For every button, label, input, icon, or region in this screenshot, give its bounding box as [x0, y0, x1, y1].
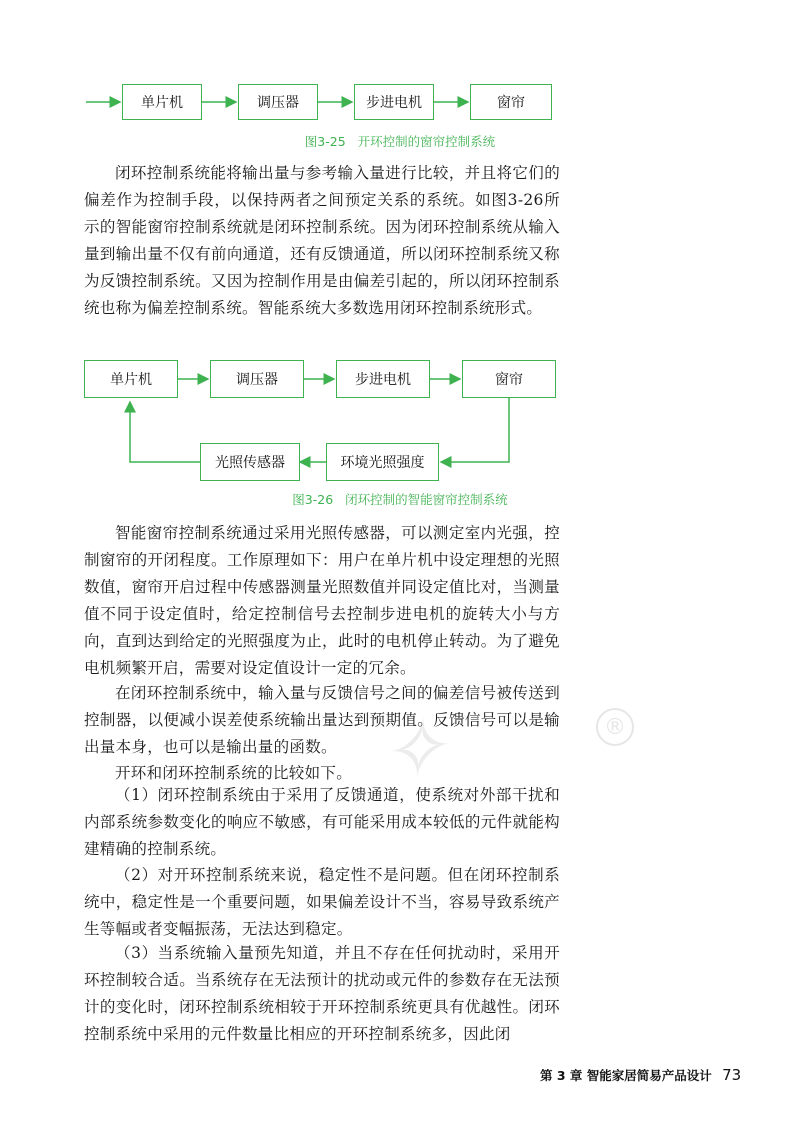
- block-voltage-regulator: 调压器: [238, 84, 318, 120]
- paragraph-2: 智能窗帘控制系统通过采用光照传感器，可以测定室内光强，控制窗帘的开闭程度。工作原理如下：用户在单片机中设定理想的光照数值，窗帘开启过程中传感器测量光照数值并同设定值比对，当测量值不同于设定值时，给定控制信号去控制步进电机的旋转大小与方向，直到达到给定的光照强度为止，此时的电机停止转动。为了避免电机频繁开启，需要对设定值设计一定的冗余。: [84, 524, 560, 677]
- footer-title: 智能家居简易产品设计: [586, 1068, 712, 1083]
- paragraph-1: 闭环控制系统能将输出量与参考输入量进行比较，并且将它们的偏差作为控制手段，以保持两者之间预定关系的系统。如图3-26所示的智能窗帘控制系统就是闭环控制系统。因为闭环控制系统从输入量到输出量不仅有前向通道，还有反馈通道，所以闭环控制系统又称为反馈控制系统。又因为控制作用是由偏差引起的，所以闭环控制系统也称为偏差控制系统。智能系统大多数选用闭环控制系统形式。: [84, 164, 560, 317]
- block-mcu-2: 单片机: [84, 360, 178, 398]
- caption-number: 图3-25: [304, 134, 346, 149]
- paragraph-3: 在闭环控制系统中，输入量与反馈信号之间的偏差信号被传送到控制器，以便减小误差使系统输出量达到预期值。反馈信号可以是输出量本身，也可以是输出量的函数。: [84, 684, 560, 756]
- paragraph-6: （2）对开环控制系统来说，稳定性不是问题。但在闭环控制系统中，稳定性是一个重要问题，如果偏差设计不当，容易导致系统产生等幅或者变幅振荡，无法达到稳定。: [84, 866, 560, 938]
- block-curtain-2: 窗帘: [462, 360, 556, 398]
- caption-text: 开环控制的窗帘控制系统: [357, 134, 496, 149]
- paragraph-7: （3）当系统输入量预先知道，并且不存在任何扰动时，采用开环控制较合适。当系统存在无法预计的扰动或元件的参数存在无法预计的变化时，闭环控制系统相较于开环控制系统更具有优越性。闭环控制系统中采用的元件数量比相应的开环控制系统多，因此闭: [84, 944, 560, 1043]
- block-ambient-light: 环境光照强度: [326, 443, 439, 481]
- footer-chapter: 第 3 章: [540, 1068, 583, 1083]
- registered-mark-icon: ®: [596, 708, 634, 746]
- page-footer: [540, 1066, 760, 1084]
- block-stepper-motor-2: 步进电机: [336, 360, 430, 398]
- caption-number-2: 图3-26: [292, 492, 334, 507]
- paragraph-5: （1）闭环控制系统由于采用了反馈通道，使系统对外部干扰和内部系统参数变化的响应不敏感，有可能采用成本较低的元件就能构建精确的控制系统。: [84, 786, 560, 858]
- page-number: 73: [722, 1066, 742, 1084]
- block-mcu: 单片机: [122, 84, 202, 120]
- publisher-watermark: ✧: [373, 699, 453, 801]
- figure-3-25-caption: [0, 132, 800, 150]
- block-light-sensor: 光照传感器: [200, 443, 300, 481]
- caption-text-2: 闭环控制的智能窗帘控制系统: [345, 492, 508, 507]
- block-curtain: 窗帘: [470, 84, 552, 120]
- paragraph-4: 开环和闭环控制系统的比较如下。: [115, 764, 353, 782]
- figure-3-26-caption: [0, 490, 800, 508]
- block-stepper-motor: 步进电机: [354, 84, 434, 120]
- block-voltage-regulator-2: 调压器: [210, 360, 304, 398]
